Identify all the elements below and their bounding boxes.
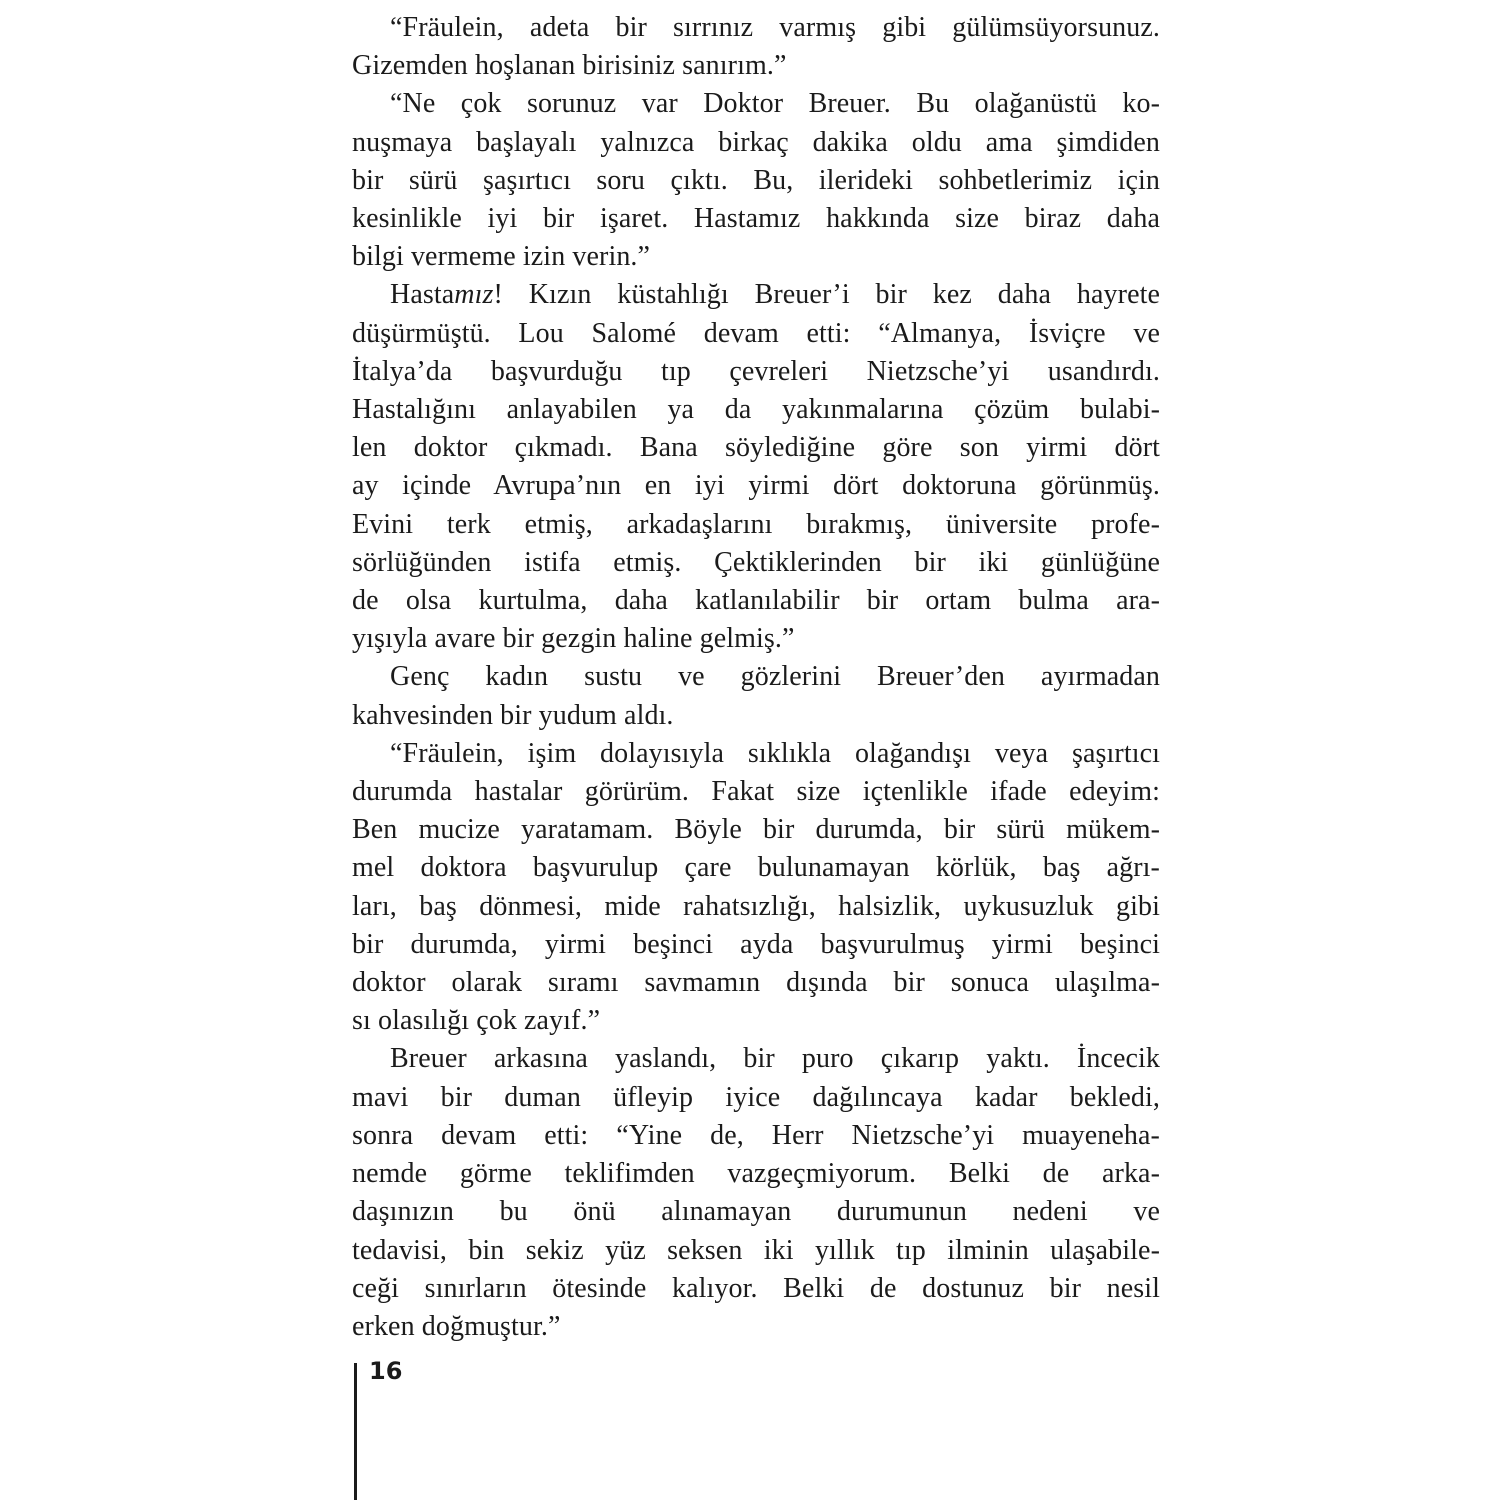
body-text: Ben mucize yaratamam. Böyle bir durumda, bir sürü mükem- — [352, 814, 1160, 846]
text-line — [352, 391, 1160, 429]
text-line — [352, 582, 1160, 620]
text-line — [352, 1155, 1160, 1193]
text-block — [352, 9, 1160, 1346]
body-text: ceği sınırların ötesinde kalıyor. Belki de dostunuz bir nesil — [352, 1272, 1160, 1304]
text-line — [352, 353, 1160, 391]
body-text: ları, baş dönmesi, mide rahatsızlığı, halsizlik, uykusuzluk gibi — [352, 890, 1160, 922]
text-line — [352, 124, 1160, 162]
body-text: tedavisi, bin sekiz yüz seksen iki yıllık tıp ilminin ulaşabile- — [352, 1234, 1160, 1266]
text-line — [352, 888, 1160, 926]
body-text: Evini terk etmiş, arkadaşlarını bırakmış, üniversite profe- — [352, 508, 1160, 540]
text-line — [352, 506, 1160, 544]
body-text: bir sürü şaşırtıcı soru çıktı. Bu, ilerideki sohbetlerimiz için — [352, 164, 1160, 196]
text-line — [352, 1040, 1160, 1078]
text-line — [352, 467, 1160, 505]
text-line — [352, 773, 1160, 811]
body-text: durumda hastalar görürüm. Fakat size içtenlikle ifade edeyim: — [352, 776, 1160, 808]
body-text: daşınızın bu önü alınamayan durumunun nedeni ve — [352, 1196, 1160, 1228]
text-line — [352, 1308, 1160, 1346]
body-text: kahvesinden bir yudum aldı. — [352, 699, 674, 731]
text-line — [352, 735, 1160, 773]
text-line — [352, 1270, 1160, 1308]
body-text: len doktor çıkmadı. Bana söylediğine göre son yirmi dört — [352, 432, 1160, 464]
text-line — [352, 926, 1160, 964]
text-line — [352, 1079, 1160, 1117]
body-text: Gizemden hoşlanan birisiniz sanırım.” — [352, 50, 787, 82]
text-line — [352, 276, 1160, 314]
body-text: “Ne çok sorunuz var Doktor Breuer. Bu olağanüstü ko- — [390, 88, 1160, 120]
body-text: nuşmaya başlayalı yalnızca birkaç dakika oldu ama şimdiden — [352, 126, 1160, 158]
page-number: 16 — [369, 1357, 403, 1385]
italic-text: mız — [454, 279, 494, 311]
text-line — [352, 811, 1160, 849]
text-line — [352, 1002, 1160, 1040]
text-line — [352, 9, 1160, 47]
text-line — [352, 1117, 1160, 1155]
body-text: İtalya’da başvurduğu tıp çevreleri Nietzsche’yi usandırdı. — [352, 355, 1160, 387]
text-line — [352, 85, 1160, 123]
body-text: doktor olarak sıramı savmamın dışında bir sonuca ulaşılma- — [352, 967, 1160, 999]
body-text: yışıyla avare bir gezgin haline gelmiş.” — [352, 623, 795, 655]
body-text: mel doktora başvurulup çare bulunamayan körlük, baş ağrı- — [352, 852, 1160, 884]
body-text: erken doğmuştur.” — [352, 1310, 561, 1342]
text-line — [352, 162, 1160, 200]
text-line — [352, 1193, 1160, 1231]
footer-vertical-rule — [354, 1363, 357, 1500]
body-text: bir durumda, yirmi beşinci ayda başvurulmuş yirmi beşinci — [352, 928, 1160, 960]
text-line — [352, 1232, 1160, 1270]
body-text: Hasta — [390, 279, 455, 311]
text-line — [352, 620, 1160, 658]
body-text: ay içinde Avrupa’nın en iyi yirmi dört doktoruna görünmüş. — [352, 470, 1160, 502]
text-line — [352, 200, 1160, 238]
body-text: Breuer arkasına yaslandı, bir puro çıkarıp yaktı. İncecik — [390, 1043, 1160, 1075]
body-text: düşürmüştü. Lou Salomé devam etti: “Almanya, İsviçre ve — [352, 317, 1160, 349]
body-text: “Fräulein, adeta bir sırrınız varmış gibi gülümsüyorsunuz. — [390, 12, 1160, 43]
text-line — [352, 697, 1160, 735]
text-line — [352, 429, 1160, 467]
text-line — [352, 849, 1160, 887]
text-line — [352, 315, 1160, 353]
body-text: sı olasılığı çok zayıf.” — [352, 1005, 601, 1037]
body-text: mavi bir duman üfleyip iyice dağılıncaya kadar bekledi, — [352, 1081, 1160, 1113]
text-line — [352, 47, 1160, 85]
text-line — [352, 964, 1160, 1002]
body-text: ! Kızın küstahlığı Breuer’i bir kez daha hayrete — [493, 279, 1160, 311]
body-text: sörlüğünden istifa etmiş. Çektiklerinden bir iki günlüğüne — [352, 546, 1160, 578]
body-text: nemde görme teklifimden vazgeçmiyorum. Belki de arka- — [352, 1158, 1160, 1190]
body-text: Genç kadın sustu ve gözlerini Breuer’den ayırmadan — [390, 661, 1160, 693]
body-text: kesinlikle iyi bir işaret. Hastamız hakkında size biraz daha — [352, 203, 1160, 235]
text-line — [352, 658, 1160, 696]
body-text: bilgi vermeme izin verin.” — [352, 241, 651, 273]
body-text: de olsa kurtulma, daha katlanılabilir bir ortam bulma ara- — [352, 585, 1160, 617]
body-text: Hastalığını anlayabilen ya da yakınmalarına çözüm bulabi- — [352, 394, 1160, 426]
text-line — [352, 238, 1160, 276]
body-text: sonra devam etti: “Yine de, Herr Nietzsche’yi muayeneha- — [352, 1119, 1160, 1151]
text-line — [352, 544, 1160, 582]
body-text: “Fräulein, işim dolayısıyla sıklıkla olağandışı veya şaşırtıcı — [390, 737, 1160, 769]
